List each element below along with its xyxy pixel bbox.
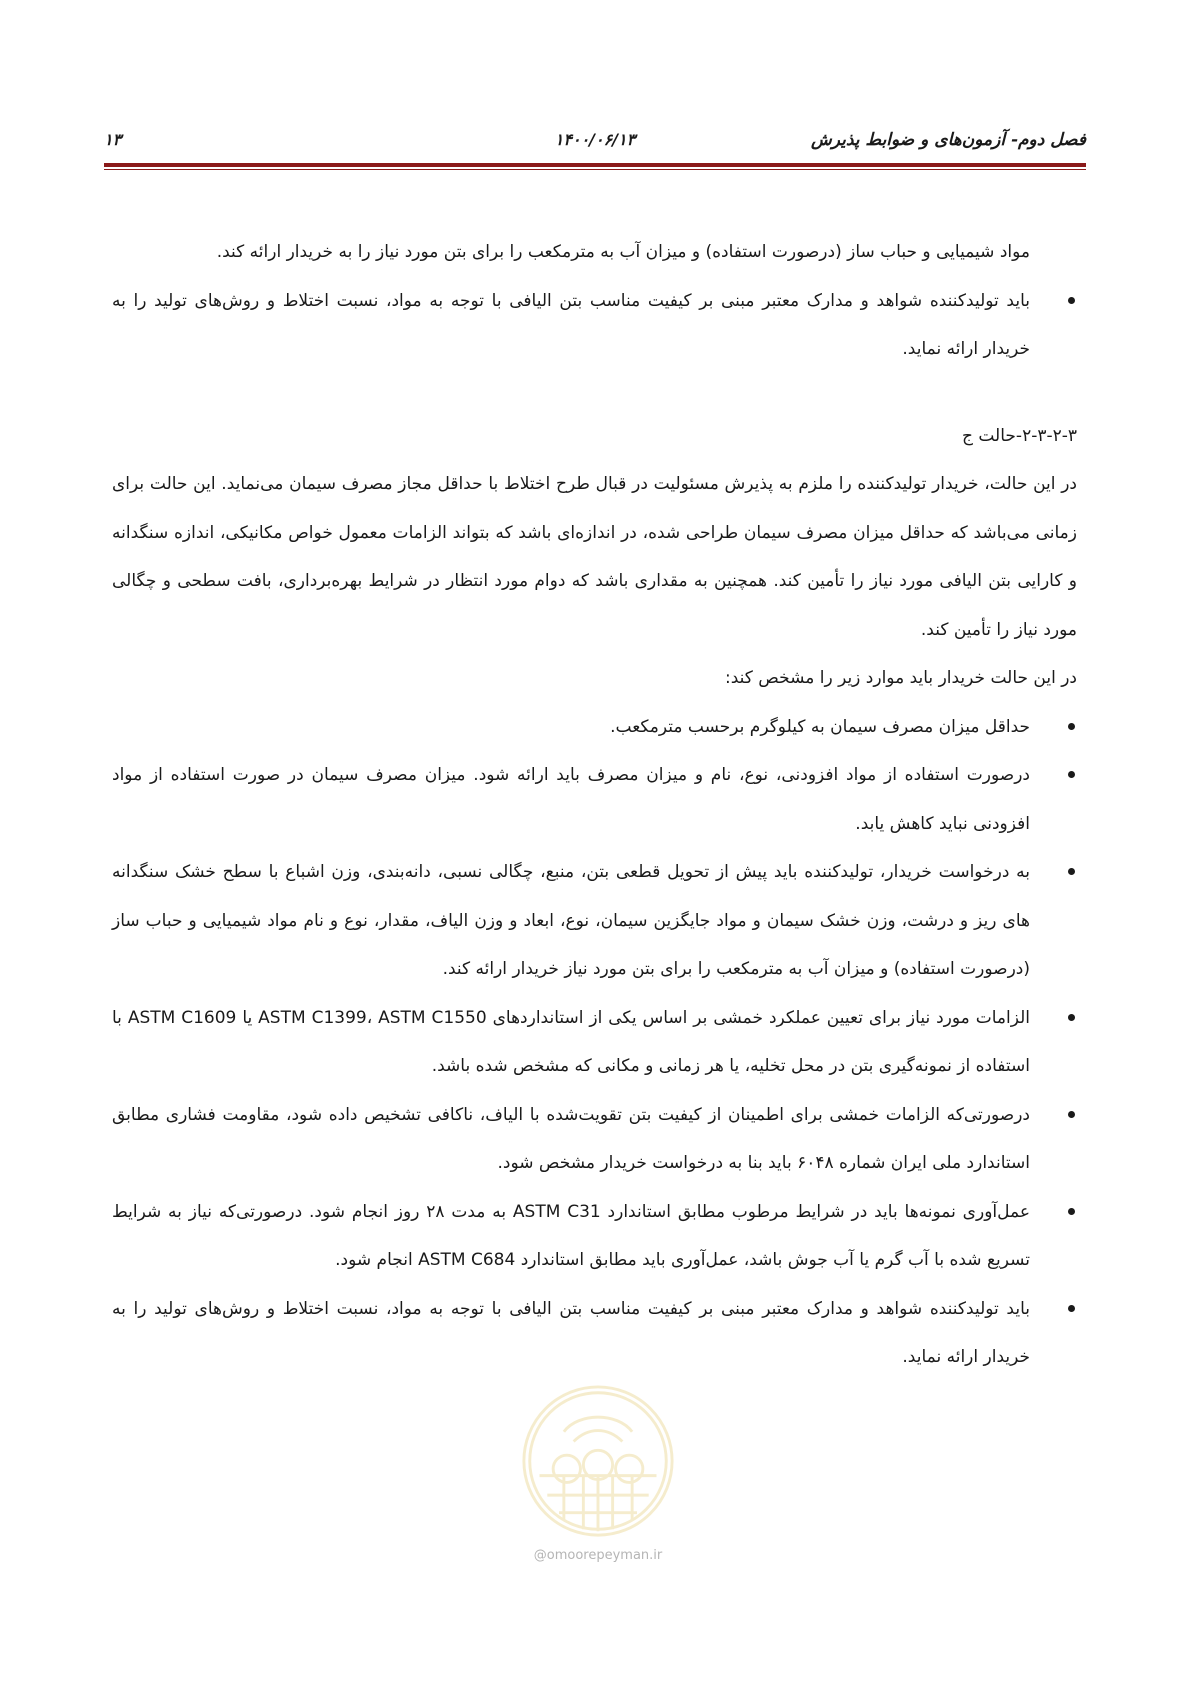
list-intro: در این حالت خریدار باید موارد زیر را مشخص کند: [724,668,1077,688]
page-body [112,228,1077,1382]
page-header [104,130,1086,158]
list-item-text: حداقل میزان مصرف سیمان به کیلوگرم برحسب مترمکعب. [610,716,1030,737]
chapter-title: فصل دوم- آزمون‌های و ضوابط پذیرش [811,130,1086,150]
section-paragraph: در این حالت، خریدار تولیدکننده را ملزم به پذیرش مسئولیت در قبال طرح اختلاط با حداقل مجاز مصرف سیمان می‌نماید. این حالت برای زمانی می‌باشد که حداقل میزان مصرف سیمان طراحی شده، در اندازه‌ای باشد که بتواند الزامات معمول خواص مکانیکی، اندازه سنگدانه و کارایی بتن الیافی مورد نیاز را تأمین کند. همچنین به مقداری باشد که دوام مورد انتظار در شرایط بهره‌برداری، بافت سطحی و چگالی مورد نیاز را تأمین کند. [112,474,1077,640]
bullet-dot [1068,723,1075,730]
list-item [112,994,1077,1091]
list-item [112,751,1077,848]
bullet-dot [1068,297,1075,304]
list-item [112,703,1077,752]
list-item [112,1188,1077,1285]
header-date: ۱۴۰۰/۰۶/۱۳ [554,130,636,149]
list-item-text: عمل‌آوری نمونه‌ها باید در شرایط مرطوب مطابق استاندارد ASTM C31 به مدت ۲۸ روز انجام شود. درصورتی‌که نیاز به شرایط تسریع شده با آب گرم یا آب جوش باشد، عمل‌آوری باید مطابق استاندارد ASTM C684 انجام شود. [112,1201,1030,1270]
list-item [112,1091,1077,1188]
list-item-text: الزامات مورد نیاز برای تعیین عملکرد خمشی بر اساس یکی از استانداردهای ASTM C1399، ASTM C1550 یا ASTM C1609 با استفاده از نمونه‌گیری بتن در محل تخلیه، یا هر زمانی و مکانی که مشخص شده باشد. [112,1007,1031,1076]
bullet-dot [1068,1111,1075,1118]
section-heading: ۲-۳-۲-۳-حالت ج [961,425,1077,446]
bullet-dot [1068,1208,1075,1215]
list-item-text: درصورتی‌که الزامات خمشی برای اطمینان از کیفیت بتن تقویت‌شده با الیاف، ناکافی تشخیص داده شود، مقاومت فشاری مطابق استاندارد ملی ایران شماره ۶۰۴۸ باید بنا به درخواست خریدار مشخص شود. [112,1104,1030,1173]
bullet-dot [1068,1305,1075,1312]
list-item-text: به درخواست خریدار، تولیدکننده باید پیش از تحویل قطعی بتن، منبع، چگالی نسبی، دانه‌بندی، وزن اشباع با سطح خشک سنگدانه های ریز و درشت، وزن خشک سیمان و مواد جایگزین سیمان، نوع، ابعاد و وزن الیاف، مقدار، نوع و نام مواد شیمیایی و حباب ساز (درصورت استفاده) و میزان آب به مترمکعب را برای بتن مورد نیاز خریدار ارائه کند. [112,862,1030,979]
bullet-dot [1068,868,1075,875]
continuation-paragraph: مواد شیمیایی و حباب ساز (درصورت استفاده) و میزان آب به مترمکعب را برای بتن مورد نیاز را به خریدار ارائه کند. [216,242,1030,262]
bullet-dot [1068,771,1075,778]
list-item-text: باید تولیدکننده شواهد و مدارک معتبر مبنی بر کیفیت مناسب بتن الیافی با توجه به مواد، نسبت اختلاط و روش‌های تولید را به خریدار ارائه نماید. [112,290,1030,359]
list-item [112,277,1077,374]
list-item-text: درصورت استفاده از مواد افزودنی، نوع، نام و میزان مصرف باید ارائه شود. میزان مصرف سیمان در صورت استفاده از مواد افزودنی نباید کاهش یابد. [112,765,1030,834]
list-item [112,1285,1077,1382]
header-rule-thick [104,163,1086,167]
list-item-text: باید تولیدکننده شواهد و مدارک معتبر مبنی بر کیفیت مناسب بتن الیافی با توجه به مواد، نسبت اختلاط و روش‌های تولید را به خریدار ارائه نماید. [112,1298,1030,1367]
watermark-seal-icon [520,1383,676,1539]
list-item [112,848,1077,994]
header-rule-thin [104,169,1086,170]
watermark-website: @omoorepeyman.ir [533,1548,663,1563]
page-number: ۱۳ [104,130,122,149]
bullet-dot [1068,1014,1075,1021]
